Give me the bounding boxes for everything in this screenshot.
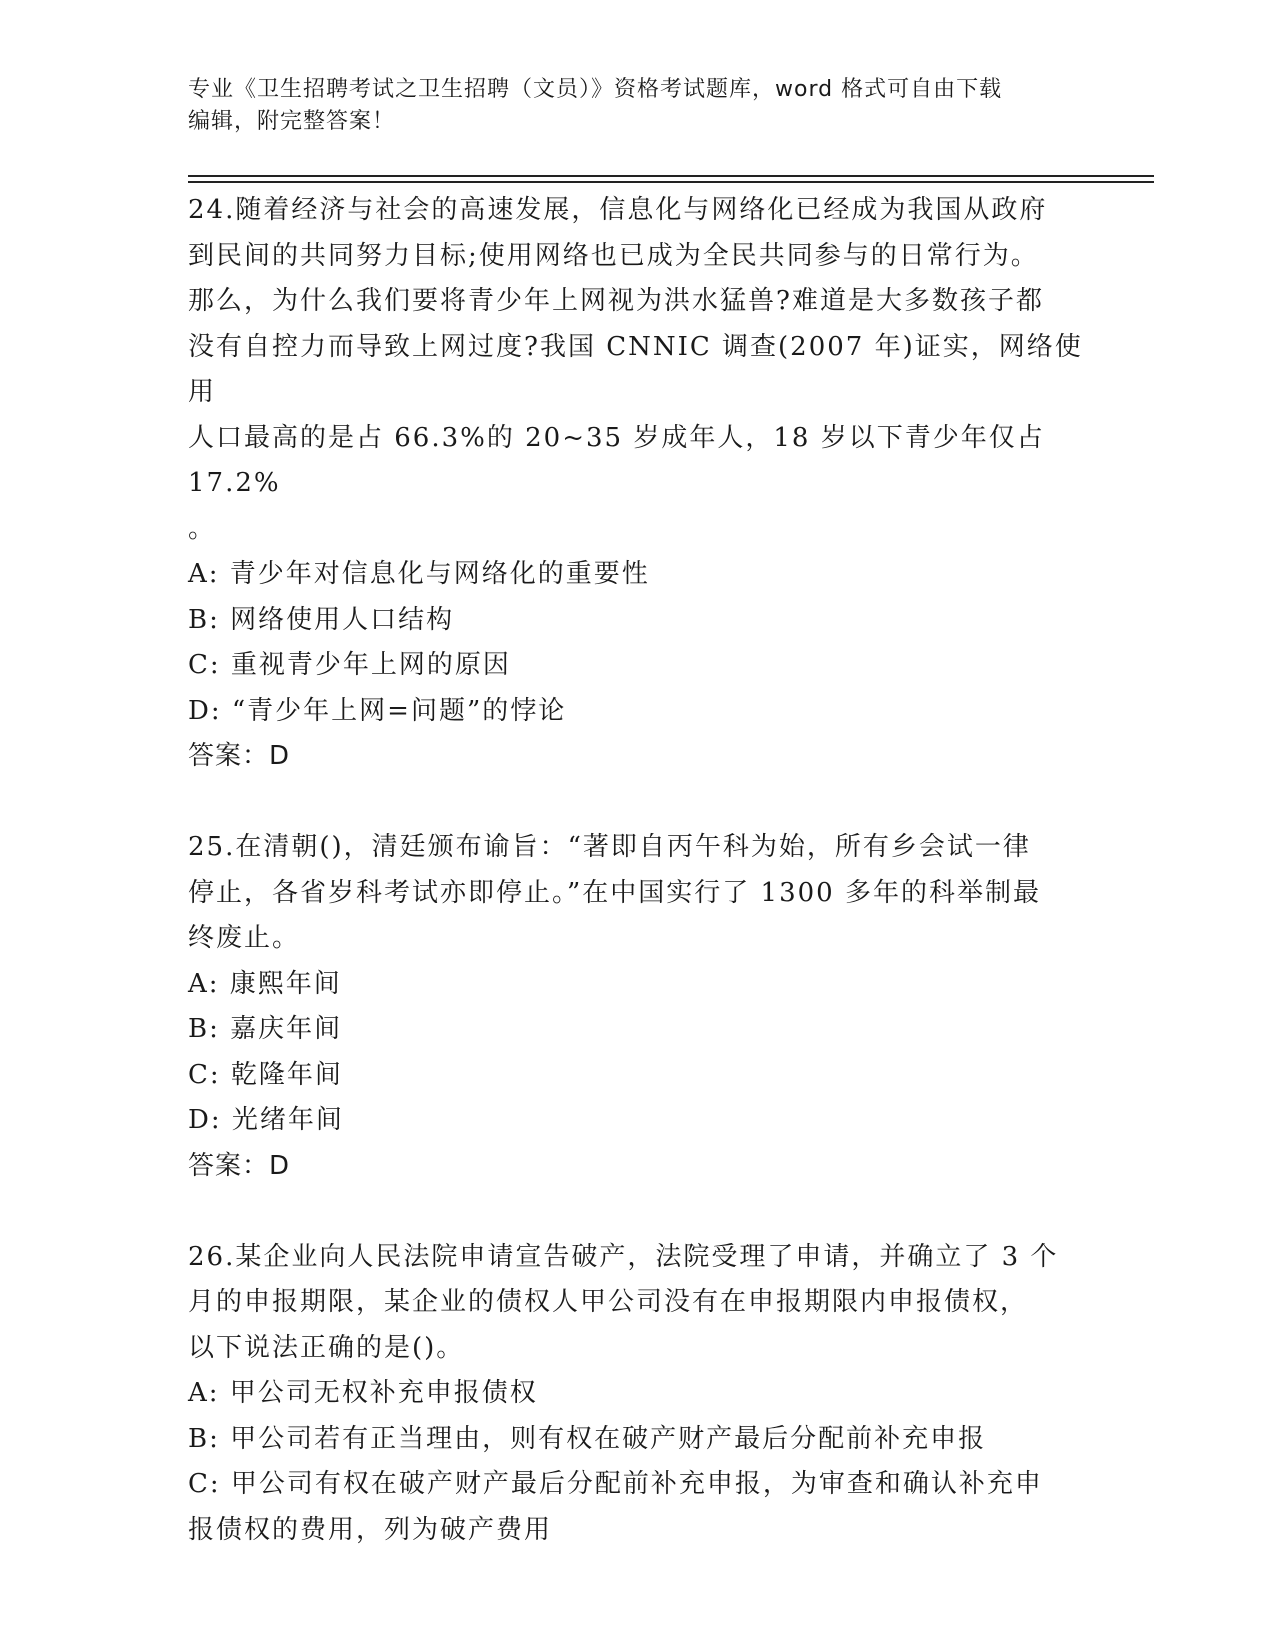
option-d: D: 光绪年间 [188,1105,344,1135]
option-b: B: 甲公司若有正当理由，则有权在破产财产最后分配前补充申报 [188,1423,987,1454]
question-26 [188,1235,1088,1554]
option-a: A: 康熙年间 [188,968,342,999]
option-d: D: “青少年上网=问题”的悖论 [188,695,567,726]
question-25 [188,825,1088,1189]
question-text-line: 以下说法正确的是()。 [188,1332,465,1363]
question-text-line: 终废止。 [188,923,301,953]
header-line-1: 专业《卫生招聘考试之卫生招聘（文员）》资格考试题库，word 格式可自由下载 [188,77,1003,102]
option-b: B: 嘉庆年间 [188,1014,343,1044]
option-a: A: 青少年对信息化与网络化的重要性 [188,559,650,589]
question-text-line: 24.随着经济与社会的高速发展，信息化与网络化已经成为我国从政府 [188,195,1048,225]
question-text-line: 那么，为什么我们要将青少年上网视为洪水猛兽?难道是大多数孩子都 [188,286,1044,316]
question-text-line: 25.在清朝()，清廷颁布谕旨：“著即自丙午科为始，所有乡会试一律 [188,832,1031,862]
option-b: B: 网络使用人口结构 [188,604,455,635]
question-text-line: 到民间的共同努力目标;使用网络也已成为全民共同参与的日常行为。 [188,240,1039,271]
question-text-line: 停止，各省岁科考试亦即停止。”在中国实行了 1300 多年的科举制最 [188,877,1041,908]
spacer [188,1189,1088,1235]
question-text-line: 人口最高的是占 66.3%的 20~35 岁成年人，18 岁以下青少年仅占 17.2% [188,422,1045,498]
header-line-2: 编辑，附完整答案！ [188,109,396,134]
question-24 [188,188,1088,780]
question-text-line: 26.某企业向人民法院申请宣告破产，法院受理了申请，并确立了 3 个 [188,1241,1059,1272]
question-text-line: 。 [188,513,217,544]
option-c: C: 重视青少年上网的原因 [188,650,511,680]
header-divider-top [188,175,1154,177]
question-text-line: 没有自控力而导致上网过度?我国 CNNIC 调查(2007 年)证实，网络使用 [188,331,1083,407]
document-header [188,74,1068,138]
option-a: A: 甲公司无权补充申报债权 [188,1378,538,1408]
answer-label: 答案：D [188,1150,291,1181]
header-divider-bottom [188,181,1154,183]
option-c-continued: 报债权的费用，列为破产费用 [188,1514,553,1545]
question-text-line: 月的申报期限，某企业的债权人甲公司没有在申报期限内申报债权， [188,1287,1029,1317]
question-list [188,188,1088,1553]
spacer [188,780,1088,826]
answer-label: 答案：D [188,741,291,771]
option-c: C: 乾隆年间 [188,1059,343,1090]
option-c: C: 甲公司有权在破产财产最后分配前补充申报，为审查和确认补充申 [188,1469,1043,1499]
